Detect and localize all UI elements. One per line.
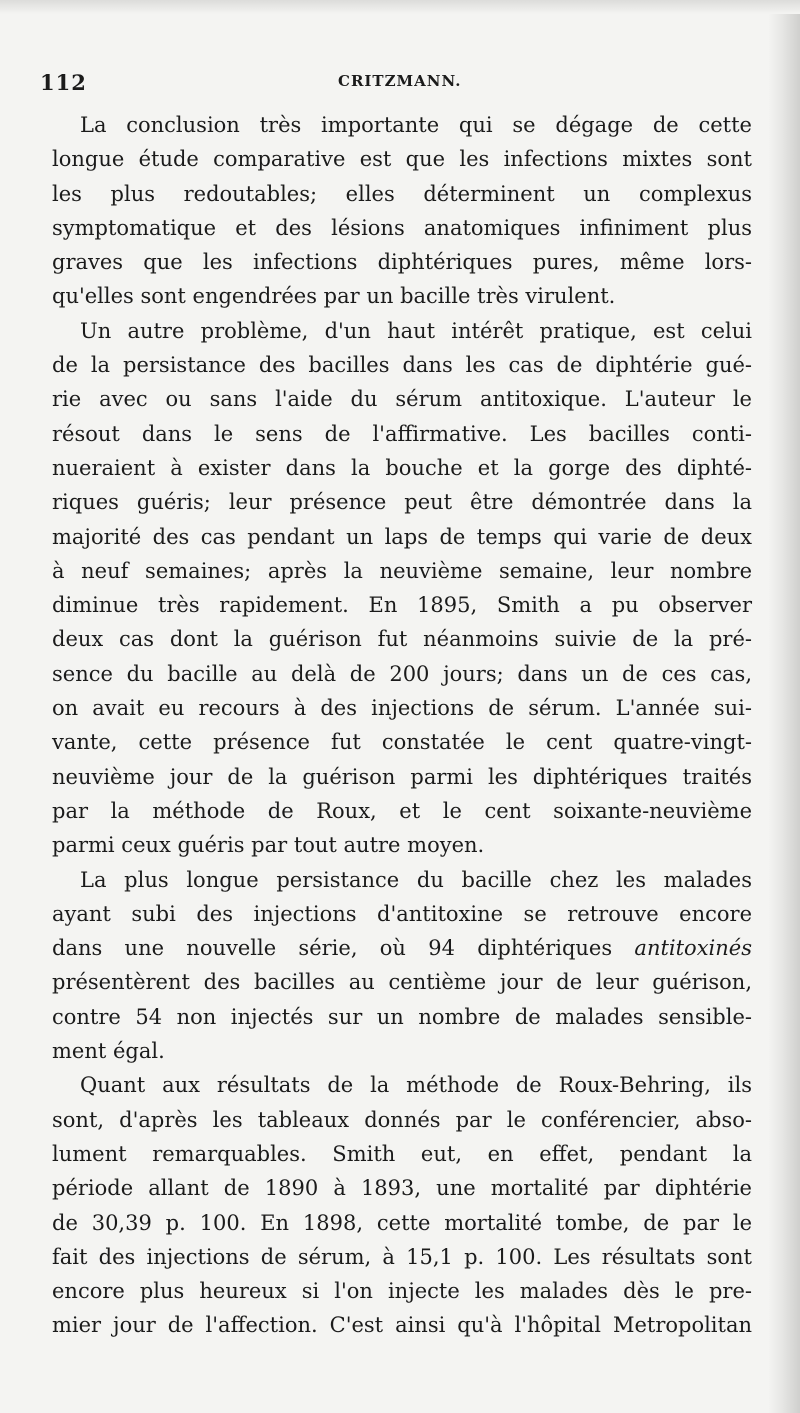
text-line: longue étude comparative est que les infections mixtes sont: [52, 147, 752, 172]
text-line: fait des injections de sérum, à 15,1 p. 100. Les résultats sont: [52, 1244, 752, 1269]
text-line: résout dans le sens de l'affirmative. Les bacilles conti-: [52, 421, 752, 446]
text-line: deux cas dont la guérison fut néanmoins suivie de la pré-: [52, 627, 752, 652]
text-line: ment égal.: [52, 1039, 165, 1064]
text-line: par la méthode de Roux, et le cent soixante-neuvième: [52, 798, 752, 823]
text-line: rie avec ou sans l'aide du sérum antitoxique. L'auteur le: [52, 387, 752, 412]
running-head: CRITZMANN.: [338, 72, 462, 90]
text-line: sence du bacille au delà de 200 jours; dans un de ces cas,: [52, 661, 752, 686]
text-line: diminue très rapidement. En 1895, Smith a pu observer: [52, 593, 752, 618]
text-line: nueraient à exister dans la bouche et la gorge des diphté-: [52, 455, 752, 480]
text-line: La conclusion très importante qui se dégage de cette: [80, 113, 752, 137]
text-line: les plus redoutables; elles déterminent un complexus: [52, 181, 752, 206]
text-line: Quant aux résultats de la méthode de Roux-Behring, ils: [80, 1073, 752, 1098]
text-line: lument remarquables. Smith eut, en effet, pendant la: [52, 1141, 752, 1166]
text-line: majorité des cas pendant un laps de temps qui varie de deux: [52, 524, 752, 549]
text-line: mier jour de l'affection. C'est ainsi qu'à l'hôpital Metropolitan: [52, 1313, 752, 1338]
body-text: [52, 108, 752, 1343]
text-line: encore plus heureux si l'on injecte les malades dès le pre-: [52, 1279, 752, 1304]
text-line: contre 54 non injectés sur un nombre de malades sensible-: [52, 1004, 752, 1029]
text-line: graves que les infections diphtériques pures, même lors-: [52, 250, 752, 275]
text-line: période allant de 1890 à 1893, une mortalité par diphtérie: [52, 1176, 752, 1201]
text-line: sont, d'après les tableaux donnés par le conférencier, abso-: [52, 1107, 752, 1132]
text-line: neuvième jour de la guérison parmi les diphtériques traités: [52, 764, 752, 789]
page-number: 112: [40, 70, 87, 95]
text-line: présentèrent des bacilles au centième jour de leur guérison,: [52, 970, 752, 995]
text-line: parmi ceux guéris par tout autre moyen.: [52, 833, 485, 858]
text-line: qu'elles sont engendrées par un bacille très virulent.: [52, 284, 616, 309]
text-line: vante, cette présence fut constatée le cent quatre-vingt-: [52, 730, 752, 755]
text-line: symptomatique et des lésions anatomiques infiniment plus: [52, 215, 752, 240]
text-line: de 30,39 p. 100. En 1898, cette mortalité tombe, de par le: [52, 1210, 752, 1235]
text-line: ayant subi des injections d'antitoxine se retrouve encore: [52, 901, 752, 926]
text-line: Un autre problème, d'un haut intérêt pratique, est celui: [80, 318, 752, 343]
text-line: de la persistance des bacilles dans les cas de diphtérie gué-: [52, 353, 752, 378]
text-line: dans une nouvelle série, où 94 diphtériques antitoxinés: [52, 936, 752, 961]
text-line: on avait eu recours à des injections de sérum. L'année sui-: [52, 696, 752, 721]
text-line: à neuf semaines; après la neuvième semaine, leur nombre: [52, 558, 752, 583]
page-header: [40, 62, 740, 102]
text-line: riques guéris; leur présence peut être démontrée dans la: [52, 490, 752, 515]
text-line: La plus longue persistance du bacille chez les malades: [80, 867, 752, 892]
